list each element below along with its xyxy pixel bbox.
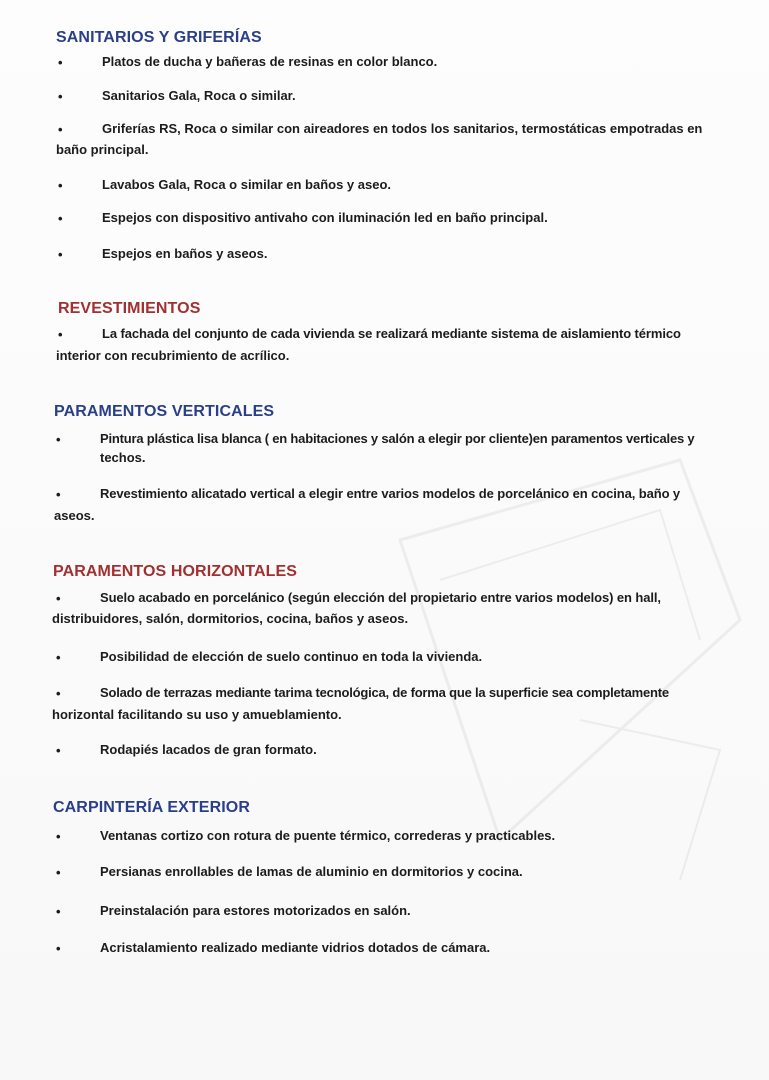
bullet: •	[58, 211, 63, 226]
section-heading-paramentos-verticales: PARAMENTOS VERTICALES	[54, 403, 275, 420]
bullet: •	[58, 122, 63, 137]
list-item: Griferías RS, Roca o similar con aireadores en todos los sanitarios, termostáticas empotradas en	[102, 121, 703, 136]
list-item: Revestimiento alicatado vertical a elegir entre varios modelos de porcelánico en cocina, baño y	[100, 486, 681, 501]
list-item: Solado de terrazas mediante tarima tecnológica, de forma que la superficie sea completamente	[100, 685, 669, 700]
bullet: •	[58, 178, 63, 193]
section-heading-carpinteria-exterior: CARPINTERÍA EXTERIOR	[53, 799, 250, 816]
bullet: •	[58, 55, 63, 70]
list-item: Persianas enrollables de lamas de aluminio en dormitorios y cocina.	[100, 864, 523, 879]
list-item: Preinstalación para estores motorizados en salón.	[100, 903, 411, 918]
bullet: •	[56, 487, 61, 502]
bullet: •	[56, 432, 61, 447]
list-item-continuation: techos.	[100, 450, 146, 465]
bullet: •	[56, 650, 61, 665]
bullet: •	[56, 865, 61, 880]
list-item: Pintura plástica lisa blanca ( en habitaciones y salón a elegir por cliente)en paramentos verticales y	[100, 431, 695, 446]
list-item: Acristalamiento realizado mediante vidrios dotados de cámara.	[100, 940, 491, 955]
list-item-continuation: interior con recubrimiento de acrílico.	[56, 348, 290, 363]
bullet: •	[56, 904, 61, 919]
bullet: •	[58, 247, 63, 262]
list-item: Suelo acabado en porcelánico (según elección del propietario entre varios modelos) en hall,	[100, 590, 661, 605]
list-item: Posibilidad de elección de suelo continuo en toda la vivienda.	[100, 649, 483, 664]
list-item: Ventanas cortizo con rotura de puente térmico, correderas y practicables.	[100, 828, 556, 843]
section-heading-revestimientos: REVESTIMIENTOS	[58, 300, 201, 317]
bullet: •	[56, 829, 61, 844]
section-heading-sanitarios: SANITARIOS Y GRIFERÍAS	[56, 29, 262, 46]
bullet: •	[58, 89, 63, 104]
bullet: •	[58, 327, 63, 342]
section-heading-paramentos-horizontales: PARAMENTOS HORIZONTALES	[53, 563, 298, 580]
list-item-continuation: baño principal.	[56, 142, 149, 157]
list-item-continuation: aseos.	[54, 508, 95, 523]
list-item: Platos de ducha y bañeras de resinas en color blanco.	[102, 54, 438, 69]
list-item-continuation: horizontal facilitando su uso y amueblamiento.	[52, 707, 342, 722]
list-item-continuation: distribuidores, salón, dormitorios, cocina, baños y aseos.	[52, 611, 409, 626]
list-item: Espejos con dispositivo antivaho con iluminación led en baño principal.	[102, 210, 548, 225]
list-item: Lavabos Gala, Roca o similar en baños y aseo.	[102, 177, 392, 192]
bullet: •	[56, 743, 61, 758]
list-item: La fachada del conjunto de cada vivienda se realizará mediante sistema de aislamiento térmico	[102, 326, 681, 341]
list-item: Rodapiés lacados de gran formato.	[100, 742, 317, 757]
list-item: Sanitarios Gala, Roca o similar.	[102, 88, 296, 103]
bullet: •	[56, 591, 61, 606]
bullet: •	[56, 941, 61, 956]
list-item: Espejos en baños y aseos.	[102, 246, 268, 261]
bullet: •	[56, 686, 61, 701]
